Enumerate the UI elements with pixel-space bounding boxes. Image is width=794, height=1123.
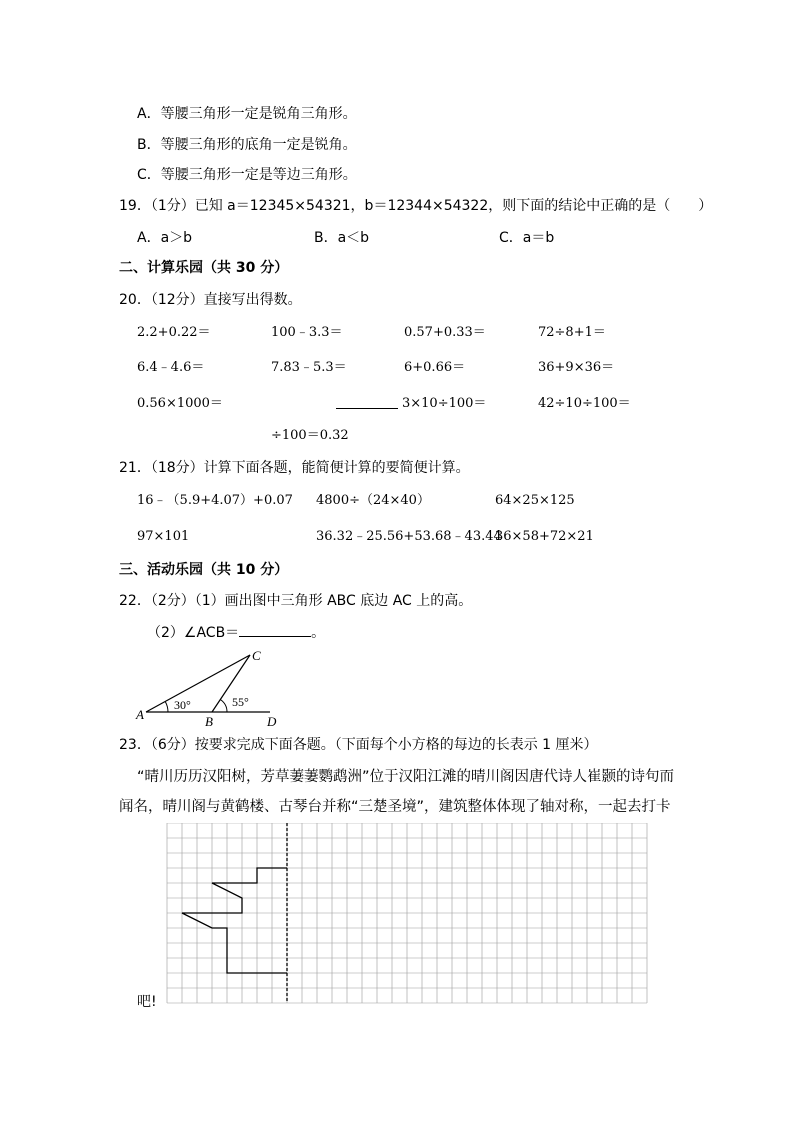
q20-stem: 20．（12分）直接写出得数。 [119, 292, 302, 308]
q23-paragraph-end: 吧! [137, 994, 157, 1010]
label-b: B [205, 714, 213, 729]
q21-item: 64×25×125 [495, 493, 575, 508]
q20-item: 7.83﹣5.3＝ [271, 360, 347, 375]
angle-b-label: 55° [232, 695, 249, 709]
half-figure-outline [182, 868, 287, 973]
q20-item: 36+9×36＝ [538, 360, 615, 375]
q20-item: 3×10÷100＝ [402, 396, 487, 411]
q23-stem: 23．（6分）按要求完成下面各题。（下面每个小方格的每边的长表示 1 厘米） [119, 737, 598, 753]
q21-item: 97×101 [137, 529, 190, 544]
q18-option-a: A．等腰三角形一定是锐角三角形。 [137, 106, 357, 122]
section-3-heading: 三、活动乐园（共 10 分） [119, 562, 289, 578]
q21-item: 36×58+72×21 [495, 529, 594, 544]
angle-a-arc [165, 702, 168, 712]
triangle-figure [130, 640, 290, 730]
q19-stem: 19．（1分）已知 a＝12345×54321，b＝12344×54322，则下面的结论中正确的是（ ） [119, 198, 713, 214]
q18-option-b: B．等腰三角形的底角一定是锐角。 [137, 137, 357, 153]
angle-b-arc [220, 700, 227, 713]
q20-item: 72÷8+1＝ [538, 325, 606, 340]
q23-paragraph-line2: 闻名，晴川阁与黄鹤楼、古琴台并称“三楚圣境”，建筑整体体现了轴对称，一起去打卡 [119, 799, 671, 815]
q22-part2 [147, 624, 325, 641]
label-c: C [252, 648, 261, 663]
q20-item-tail: ÷100＝0.32 [271, 428, 349, 443]
q20-item: 0.56×1000＝ [137, 396, 223, 411]
q21-item: 4800÷（24×40） [316, 493, 430, 508]
q19-option-b: B．a＜b [314, 230, 370, 246]
label-d: D [267, 714, 277, 729]
q20-answer-blank[interactable] [336, 396, 398, 409]
q20-item: 100﹣3.3＝ [271, 325, 343, 340]
label-a: A [136, 707, 144, 722]
q20-item: 6.4﹣4.6＝ [137, 360, 205, 375]
q22-stem: 22．（2分）（1）画出图中三角形 ABC 底边 AC 上的高。 [119, 593, 473, 609]
q22-part2-label: （2）∠ACB＝ [147, 625, 240, 641]
q19-option-a: A．a＞b [137, 230, 193, 246]
q20-item: 42÷10÷100＝ [538, 396, 631, 411]
q23-paragraph-line1: “晴川历历汉阳树，芳草萋萋鹦鹉洲”位于汉阳江滩的晴川阁因唐代诗人崔颢的诗句而 [137, 769, 675, 785]
q22-answer-blank[interactable] [239, 624, 311, 637]
q20-item: 0.57+0.33＝ [404, 325, 486, 340]
q21-item: 36.32﹣25.56+53.68﹣43.44 [316, 529, 502, 544]
q18-option-c: C．等腰三角形一定是等边三角形。 [137, 167, 357, 183]
q22-part2-end: 。 [311, 625, 326, 641]
angle-a-label: 30° [174, 698, 191, 712]
grid-figure[interactable] [166, 823, 650, 1005]
q20-item: 2.2+0.22＝ [137, 325, 211, 340]
q19-option-c: C．a＝b [499, 230, 555, 246]
section-2-heading: 二、计算乐园（共 30 分） [119, 260, 289, 276]
q21-item: 16﹣（5.9+4.07）+0.07 [137, 493, 293, 508]
q21-stem: 21．（18分）计算下面各题，能简便计算的要简便计算。 [119, 460, 470, 476]
q20-item: 6+0.66＝ [404, 360, 466, 375]
